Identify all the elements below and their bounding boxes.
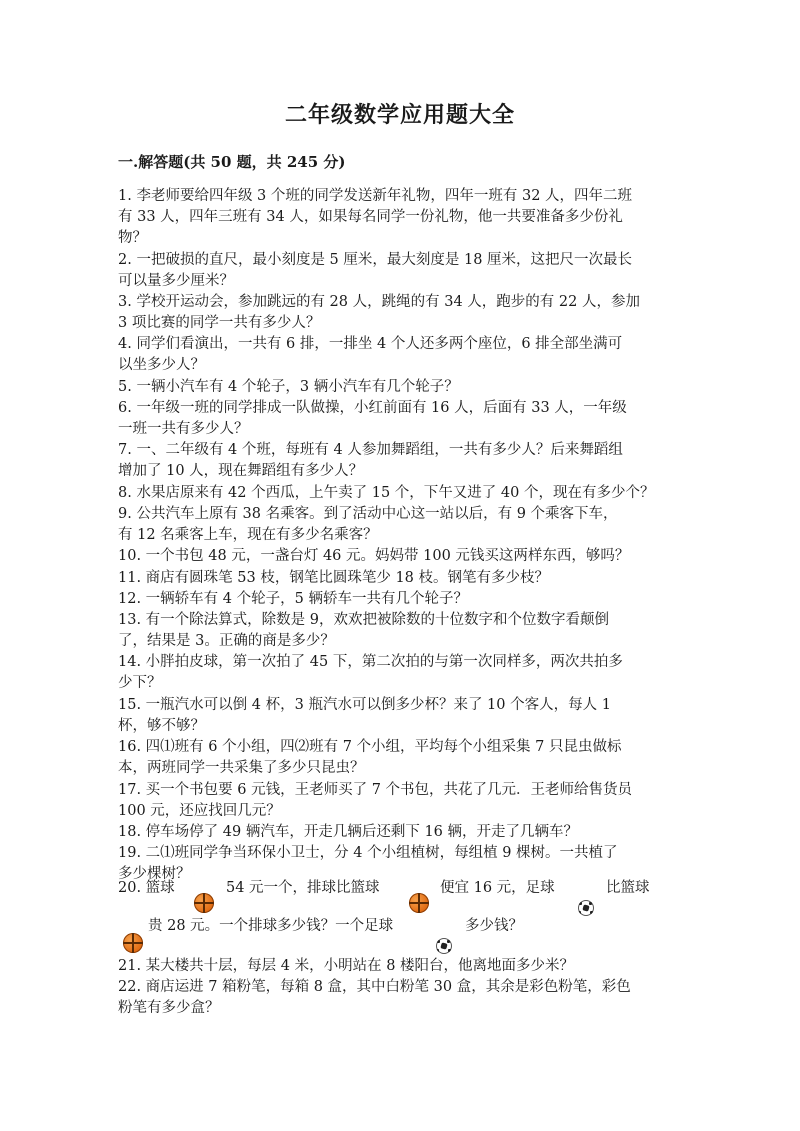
- question-line: 5. 一辆小汽车有 4 个轮子，3 辆小汽车有几个轮子？: [118, 378, 459, 395]
- question-line: 21. 某大楼共十层，每层 4 米，小明站在 8 楼阳台，他离地面多少米？: [118, 958, 575, 974]
- basketball-icon: [194, 893, 214, 913]
- basketball-icon: [123, 933, 143, 953]
- question-item: [118, 398, 698, 440]
- question-line: 4. 同学们看演出，一共有 6 排，一排坐 4 个人还多两个座位，6 排全部坐满可: [118, 336, 623, 353]
- question-item: [118, 546, 698, 567]
- question-line: 3 项比赛的同学一共有多少人？: [118, 315, 321, 331]
- question-line: 3. 学校开运动会，参加跳远的有 28 人，跳绳的有 34 人，跑步的有 22 人，参加: [118, 294, 640, 310]
- q20-text-a: 20. 篮球: [118, 880, 175, 896]
- question-line: 16. 四⑴班有 6 个小组，四⑵班有 7 个小组，平均每个小组采集 7 只昆虫做标: [118, 739, 622, 756]
- question-line: 17. 买一个书包要 6 元钱，王老师买了 7 个书包，共花了几元．王老师给售货员: [118, 781, 633, 798]
- question-item: [118, 483, 698, 504]
- question-line: 少下？: [118, 675, 162, 692]
- question-item: [118, 589, 698, 610]
- question-item: [118, 695, 698, 737]
- question-item: [118, 610, 698, 652]
- question-item: [118, 977, 698, 1019]
- question-line: 8. 水果店原来有 42 个西瓜，上午卖了 15 个，下午又进了 40 个，现在有多少个？: [118, 484, 655, 501]
- q20-text-f: 多少钱？: [465, 918, 523, 934]
- question-line: 10. 一个书包 48 元，一盏台灯 46 元。妈妈带 100 元钱买这两样东西，够吗？: [118, 548, 630, 565]
- page-title: 二年级数学应用题大全: [284, 102, 515, 128]
- question-line: 12. 一辆轿车有 4 个轮子，5 辆轿车一共有几个轮子？: [118, 590, 468, 607]
- question-line: 多少棵树？: [118, 866, 191, 883]
- question-item: [118, 440, 698, 482]
- question-line: 粉笔有多少盒？: [118, 1000, 220, 1017]
- question-item: [118, 652, 698, 694]
- q20-text-e: 贵 28 元。一个排球多少钱？一个足球: [148, 918, 394, 934]
- question-item: [118, 250, 698, 292]
- question-item: [118, 822, 698, 843]
- question-item: [118, 504, 698, 546]
- question-line: 有 12 名乘客上车，现在有多少名乘客？: [118, 527, 378, 543]
- question-line: 增加了 10 人，现在舞蹈组有多少人？: [118, 463, 364, 480]
- question-line: 了，结果是 3。正确的商是多少？: [118, 633, 335, 649]
- question-line: 一班一共有多少人？: [118, 421, 249, 437]
- question-line: 14. 小胖拍皮球，第一次拍了 45 下，第二次拍的与第一次同样多，两次共拍多: [118, 654, 623, 671]
- q20-text-c: 便宜 16 元，足球: [440, 880, 555, 896]
- question-item: [118, 377, 698, 398]
- question-line: 可以量多少厘米？: [118, 272, 234, 289]
- section-heading: 一.解答题(共 50 题，共 245 分): [118, 153, 346, 171]
- question-item: [118, 780, 698, 822]
- question-line: 物？: [118, 230, 147, 246]
- question-line: 15. 一瓶汽水可以倒 4 杯，3 瓶汽水可以倒多少杯？来了 10 个客人，每人 1: [118, 696, 611, 713]
- question-line: 以坐多少人？: [118, 357, 205, 374]
- q20-text-d: 比篮球: [606, 880, 650, 896]
- question-item: [118, 186, 698, 249]
- question-item: [118, 292, 698, 334]
- question-line: 有 33 人，四年三班有 34 人，如果每名同学一份礼物，他一共要准备多少份礼: [118, 209, 623, 225]
- question-line: 19. 二⑴班同学争当环保小卫士，分 4 个小组植树，每组植 9 棵树。一共植了: [118, 845, 618, 862]
- question-line: 9. 公共汽车上原有 38 名乘客。到了活动中心这一站以后，有 9 个乘客下车，: [118, 506, 618, 522]
- basketball-icon: [409, 893, 429, 913]
- question-line: 1. 李老师要给四年级 3 个班的同学发送新年礼物，四年一班有 32 人，四年二班: [118, 188, 633, 204]
- question-item: [118, 956, 698, 977]
- question-line: 100 元，还应找回几元？: [118, 802, 281, 819]
- q20-text-b: 54 元一个，排球比篮球: [226, 880, 380, 896]
- question-line: 杯，够不够？: [118, 717, 205, 734]
- question-line: 7. 一、二年级有 4 个班，每班有 4 人参加舞蹈组，一共有多少人？后来舞蹈组: [118, 442, 623, 459]
- question-line: 22. 商店运进 7 箱粉笔，每箱 8 盒，其中白粉笔 30 盒，其余是彩色粉笔，彩色: [118, 979, 631, 996]
- question-line: 13. 有一个除法算式，除数是 9，欢欢把被除数的十位数字和个位数字看颠倒: [118, 612, 610, 628]
- question-line: 本，两班同学一共采集了多少只昆虫？: [118, 760, 365, 777]
- question-item: [118, 568, 698, 589]
- soccer-ball-icon: [436, 938, 452, 954]
- question-line: 18. 停车场停了 49 辆汽车，开走几辆后还剩下 16 辆，开走了几辆车？: [118, 824, 579, 840]
- soccer-ball-icon: [578, 900, 594, 916]
- question-line: 2. 一把破损的直尺，最小刻度是 5 厘米，最大刻度是 18 厘米，这把尺一次最长: [118, 251, 633, 268]
- question-item: [118, 737, 698, 779]
- question-line: 6. 一年级一班的同学排成一队做操，小红前面有 16 人，后面有 33 人，一年级: [118, 400, 627, 416]
- question-item: [118, 334, 698, 376]
- question-line: 11. 商店有圆珠笔 53 枝，钢笔比圆珠笔少 18 枝。钢笔有多少枝？: [118, 569, 550, 586]
